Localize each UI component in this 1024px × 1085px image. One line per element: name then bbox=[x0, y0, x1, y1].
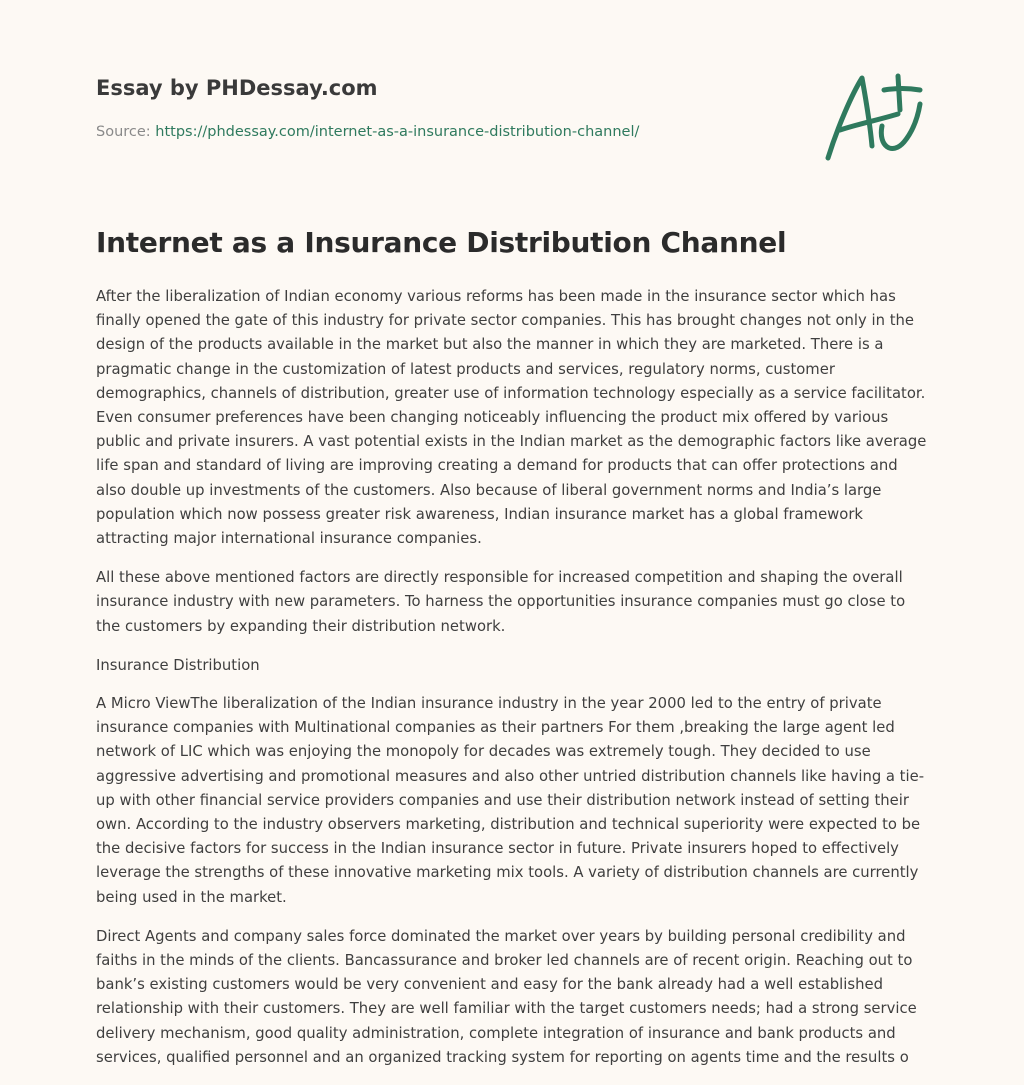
article-body bbox=[96, 285, 930, 1085]
source-label: Source: bbox=[96, 124, 156, 140]
paragraph-2: All these above mentioned factors are directly responsible for increased competition and shaping the overall insurance industry with new parameters. To harness the opportunities insurance companies must go close to the customers by expanding their distribution network. bbox=[96, 569, 906, 635]
paragraph-1: After the liberalization of Indian economy various reforms has been made in the insurance sector which has finally opened the gate of this industry for private sector companies. This has brought changes not only in the design of the products available in the market but also the manner in which they are marketed. There is a pragmatic change in the customization of latest products and services, regulatory norms, customer demographics, channels of distribution, greater use of information technology especially as a service facilitator. Even consumer preferences have been changing noticeably influencing the product mix offered by various public and private insurers. A vast potential exists in the Indian market as the demographic factors like average life span and standard of living are improving creating a demand for products that can offer protections and also double up investments of the customers. Also because of liberal government norms and India’s large population which now possess greater risk awareness, Indian insurance market has a global framework attracting major international insurance companies. bbox=[96, 288, 927, 548]
site-brand: Essay by PHDessay.com bbox=[96, 76, 378, 100]
page-title: Internet as a Insurance Distribution Channel bbox=[96, 226, 787, 259]
paragraph-3: A Micro ViewThe liberalization of the Indian insurance industry in the year 2000 led to the entry of private insurance companies with Multinational companies as their partners For them ,breaking the large agent led network of LIC which was enjoying the monopoly for decades was extremely tough. They decided to use aggressive advertising and promotional measures and also other untried distribution channels like having a tie-up with other financial service providers companies and use their distribution network instead of setting their own. According to the industry observers marketing, distribution and technical superiority were expected to be the decisive factors for success in the Indian insurance sector in future. Private insurers hoped to effectively leverage the strengths of these innovative marketing mix tools. A variety of distribution channels are currently being used in the market. bbox=[96, 695, 925, 906]
a-plus-icon bbox=[818, 66, 930, 166]
paragraph-4: Direct Agents and company sales force dominated the market over years by building personal credibility and faiths in the minds of the clients. Bancassurance and broker led channels are of recent origin. Reaching out to bank’s existing customers would be very convenient and easy for the bank already had a well established relationship with their customers. They are well familiar with the target customers needs; had a strong service delivery mechanism, good quality administration, complete integration of insurance and bank products and services, qualified personnel and an organized tracking system for reporting on agents time and the results o bbox=[96, 927, 917, 1066]
source-link[interactable]: https://phdessay.com/internet-as-a-insurance-distribution-channel/ bbox=[155, 124, 640, 140]
source-line bbox=[96, 124, 639, 140]
section-heading: Insurance Distribution bbox=[96, 656, 260, 674]
